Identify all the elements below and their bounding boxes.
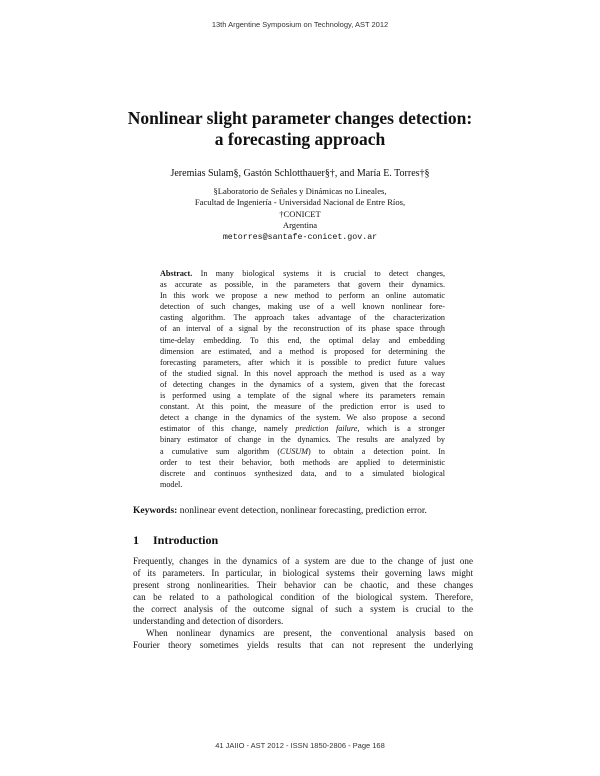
paper-title xyxy=(0,108,600,150)
body-line: present strong nonlinearities. Their behavior can be chaotic, and these changes xyxy=(133,580,473,591)
page-footer: 41 JAIIO - AST 2012 - ISSN 1850-2806 - Page 168 xyxy=(215,741,385,750)
abstract-line: model. xyxy=(160,479,183,489)
body-line: can be related to a pathological condition of the biological system. Therefore, xyxy=(133,592,473,603)
abstract-line: constant. At this point, the measure of the prediction error is used to xyxy=(160,402,445,412)
abstract-line: detect a change in the dynamics of the system. We also propose a second xyxy=(160,413,445,423)
abstract-line: of the studied signal. In this novel approach the method is used as a way xyxy=(160,368,445,378)
contact-email[interactable]: metorres@santafe-conicet.gov.ar xyxy=(222,232,378,242)
abstract-line: casting algorithm. The approach takes advantage of the characterization xyxy=(160,313,445,323)
affiliation-block xyxy=(0,186,600,243)
abstract-line: detection of such changes, making use of a well known nonlinear fore- xyxy=(160,302,445,312)
abstract-line: a cumulative sum algorithm (CUSUM) to obtain a detection point. In xyxy=(160,446,445,456)
body-line: understanding and detection of disorders. xyxy=(133,616,284,627)
abstract xyxy=(160,268,445,490)
body-line: of its parameters. In particular, in biological systems their governing laws might xyxy=(133,568,473,579)
introduction-body xyxy=(133,555,473,651)
author-list: Jeremias Sulam§, Gastón Schlotthauer§†, and María E. Torres†§ xyxy=(170,168,430,179)
keywords-label: Keywords: xyxy=(133,506,178,516)
abstract-line: In this work we propose a new method to perform an online automatic xyxy=(160,291,445,301)
keywords-text: nonlinear event detection, nonlinear forecasting, prediction error. xyxy=(179,506,427,516)
abstract-line: order to test their behavior, both methods are applied to deterministic xyxy=(160,457,445,467)
body-line: Fourier theory sometimes yields results that can not represent the underlying xyxy=(133,640,473,651)
body-line: When nonlinear dynamics are present, the conventional analysis based on xyxy=(146,628,473,639)
abstract-line: discrete and continuos synthesized data, and to a simulated biological xyxy=(160,468,445,478)
abstract-line: time-delay embedding. To this end, the optimal delay and embedding xyxy=(160,335,445,345)
affiliation-line: Argentina xyxy=(282,220,318,231)
keywords xyxy=(133,506,473,516)
abstract-line: estimator of this change, namely prediction failure, which is a stronger xyxy=(160,424,445,434)
title-line-1: Nonlinear slight parameter changes detection: xyxy=(127,108,473,128)
abstract-line: as accurate as possible, in the parameters that govern their dynamics. xyxy=(160,280,445,290)
running-header: 13th Argentine Symposium on Technology, AST 2012 xyxy=(211,20,389,29)
emphasis-prediction-failure: prediction failure xyxy=(295,424,358,434)
section-number: 1 xyxy=(133,533,139,547)
abstract-line: forecasting parameters, after which it is possible to predict future values xyxy=(160,357,445,367)
abstract-line: of an interval of a signal by the reconstruction of its phase space through xyxy=(160,324,445,334)
abstract-line: binary estimator of change in the dynamics. The results are analyzed by xyxy=(160,435,445,445)
title-line-2: a forecasting approach xyxy=(214,129,386,149)
body-line: the correct analysis of the outcome signal of such a system is crucial to the xyxy=(133,604,473,615)
abstract-line: Abstract. In many biological systems it is crucial to detect changes, xyxy=(160,269,445,278)
emphasis-cusum: CUSUM xyxy=(280,446,309,456)
affiliation-line: †CONICET xyxy=(279,208,321,219)
abstract-line: of detecting changes in the dynamics of a system, given that the forecast xyxy=(160,379,445,389)
abstract-line: is performed using a template of the signal where its parameters remain xyxy=(160,391,445,401)
section-title: Introduction xyxy=(153,533,219,547)
affiliation-line: Facultad de Ingeniería - Universidad Nacional de Entre Ríos, xyxy=(194,197,406,208)
abstract-line: dimension are estimated, and a method is proposed for determining the xyxy=(160,346,445,356)
body-line: Frequently, changes in the dynamics of a system are due to the change of just one xyxy=(133,556,473,566)
abstract-label: Abstract. xyxy=(160,269,193,278)
affiliation-line: §Laboratorio de Señales y Dinámicas no Lineales, xyxy=(213,186,387,196)
section-heading xyxy=(133,533,232,548)
